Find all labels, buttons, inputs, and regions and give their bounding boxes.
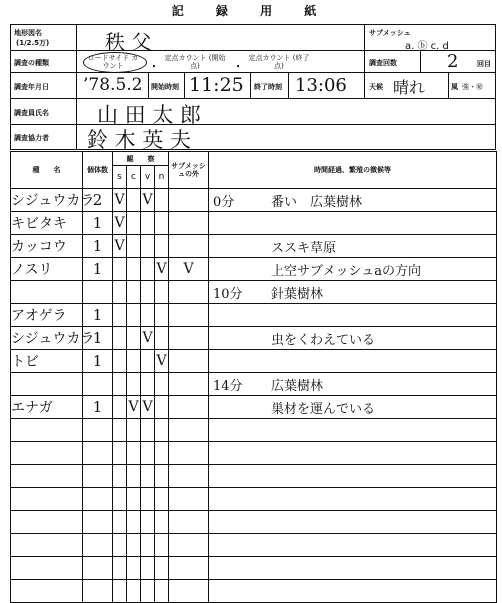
- notes-cell[interactable]: [209, 419, 497, 442]
- elapsed-time: 10分: [213, 286, 243, 302]
- count-cell[interactable]: 2: [83, 189, 113, 212]
- c-check-cell[interactable]: [127, 258, 141, 281]
- species-cell[interactable]: [11, 488, 83, 511]
- s-header: s: [113, 166, 127, 189]
- outside-check-cell[interactable]: [169, 557, 209, 580]
- species-cell[interactable]: [11, 534, 83, 557]
- n-check-cell[interactable]: [155, 281, 169, 304]
- n-check-cell[interactable]: V: [155, 350, 169, 373]
- v-check-cell[interactable]: [141, 511, 155, 534]
- s-check-cell[interactable]: [113, 373, 127, 396]
- n-check-cell[interactable]: [155, 327, 169, 350]
- species-cell[interactable]: シジュウカラ: [11, 189, 83, 212]
- n-check-cell[interactable]: [155, 580, 169, 603]
- c-check-cell[interactable]: [127, 465, 141, 488]
- outside-check-cell[interactable]: [169, 580, 209, 603]
- notes-cell[interactable]: [209, 557, 497, 580]
- survey-type-label-cell: [11, 51, 77, 73]
- v-header: v: [141, 166, 155, 189]
- count-value-cell: [421, 51, 495, 73]
- count-value[interactable]: 2: [447, 51, 459, 72]
- start-value-cell: [185, 73, 251, 99]
- c-check-cell[interactable]: [127, 442, 141, 465]
- species-cell[interactable]: アオゲラ: [11, 304, 83, 327]
- outside-check-cell[interactable]: [169, 373, 209, 396]
- n-check-cell[interactable]: [155, 465, 169, 488]
- surveyor-value[interactable]: 山 田 太 郎: [97, 103, 202, 127]
- species-cell[interactable]: [11, 281, 83, 304]
- observation-table: [10, 151, 497, 603]
- table-row: [11, 327, 497, 350]
- observe-header: 観 察: [113, 152, 169, 166]
- n-check-cell[interactable]: [155, 373, 169, 396]
- count-cell[interactable]: [83, 580, 113, 603]
- notes-cell[interactable]: [209, 189, 497, 212]
- header-block: [10, 24, 496, 150]
- n-check-cell[interactable]: [155, 212, 169, 235]
- s-check-cell[interactable]: [113, 396, 127, 419]
- count-cell[interactable]: 1: [83, 327, 113, 350]
- table-row: [11, 488, 497, 511]
- n-check-cell[interactable]: [155, 442, 169, 465]
- c-check-cell[interactable]: [127, 281, 141, 304]
- outside-check-cell[interactable]: [169, 327, 209, 350]
- wind-label: 風: [451, 83, 458, 91]
- c-check-cell[interactable]: [127, 580, 141, 603]
- species-cell[interactable]: カッコウ: [11, 235, 83, 258]
- table-row: [11, 235, 497, 258]
- table-row: [11, 350, 497, 373]
- table-row: [11, 442, 497, 465]
- species-cell[interactable]: [11, 465, 83, 488]
- form-title: 記 録 用 紙: [171, 4, 331, 18]
- survey-type-label: 調査の種類: [14, 59, 49, 67]
- table-row: [11, 465, 497, 488]
- outside-check-cell[interactable]: [169, 189, 209, 212]
- species-cell[interactable]: [11, 557, 83, 580]
- s-check-cell[interactable]: V: [113, 212, 127, 235]
- species-cell[interactable]: [11, 442, 83, 465]
- v-check-cell[interactable]: [141, 442, 155, 465]
- notes-cell[interactable]: [209, 350, 497, 373]
- outside-check-cell[interactable]: [169, 534, 209, 557]
- map-value-cell: [77, 25, 365, 54]
- outside-check-cell[interactable]: [169, 350, 209, 373]
- v-check-cell[interactable]: [141, 557, 155, 580]
- c-check-cell[interactable]: [127, 419, 141, 442]
- c-check-cell[interactable]: V: [127, 396, 141, 419]
- c-check-cell[interactable]: [127, 212, 141, 235]
- count-cell[interactable]: 1: [83, 304, 113, 327]
- count-cell[interactable]: [83, 281, 113, 304]
- v-check-cell[interactable]: [141, 350, 155, 373]
- notes-cell[interactable]: [209, 212, 497, 235]
- count-cell[interactable]: [83, 465, 113, 488]
- outside-check-cell[interactable]: [169, 281, 209, 304]
- assistant-label-cell: [11, 125, 77, 149]
- survey-type-fixed-end[interactable]: 定点カウント (終了点): [248, 54, 310, 70]
- v-check-cell[interactable]: [141, 235, 155, 258]
- note-text: 巣材を運んでいる: [271, 401, 376, 417]
- n-header: n: [155, 166, 169, 189]
- notes-cell[interactable]: [209, 580, 497, 603]
- table-row: [11, 373, 497, 396]
- count-cell[interactable]: [83, 419, 113, 442]
- note-text: ススキ草原: [271, 240, 337, 256]
- species-cell[interactable]: シジュウカラ: [11, 327, 83, 350]
- s-check-cell[interactable]: [113, 442, 127, 465]
- s-check-cell[interactable]: [113, 258, 127, 281]
- outside-check-cell[interactable]: [169, 396, 209, 419]
- c-check-cell[interactable]: [127, 304, 141, 327]
- end-label: 終了時刻: [254, 83, 282, 91]
- s-check-cell[interactable]: [113, 580, 127, 603]
- v-check-cell[interactable]: [141, 258, 155, 281]
- notes-cell[interactable]: [209, 327, 497, 350]
- selected-circle-mark: [83, 52, 147, 73]
- table-row: [11, 580, 497, 603]
- count-cell[interactable]: [83, 557, 113, 580]
- v-check-cell[interactable]: [141, 212, 155, 235]
- n-check-cell[interactable]: [155, 419, 169, 442]
- table-row: [11, 534, 497, 557]
- notes-cell[interactable]: [209, 281, 497, 304]
- table-row: [11, 419, 497, 442]
- species-cell[interactable]: [11, 419, 83, 442]
- n-check-cell[interactable]: [155, 488, 169, 511]
- wind-value[interactable]: 強・㊙: [462, 83, 483, 91]
- n-check-cell[interactable]: [155, 557, 169, 580]
- weather-label: 天候: [369, 83, 383, 91]
- outside-check-cell[interactable]: [169, 465, 209, 488]
- s-check-cell[interactable]: [113, 465, 127, 488]
- notes-cell[interactable]: [209, 488, 497, 511]
- map-label-cell: [11, 25, 77, 51]
- c-header: c: [127, 166, 141, 189]
- count-unit: 回目: [477, 60, 491, 68]
- surveyor-label: 調査員氏名: [14, 109, 49, 117]
- outside-check-cell[interactable]: [169, 304, 209, 327]
- table-row: [11, 258, 497, 281]
- v-check-cell[interactable]: V: [141, 327, 155, 350]
- end-value-cell: [289, 73, 365, 99]
- separator-dot-2: ・: [233, 62, 243, 73]
- s-check-cell[interactable]: [113, 419, 127, 442]
- notes-cell[interactable]: [209, 396, 497, 419]
- c-check-cell[interactable]: [127, 557, 141, 580]
- notes-cell[interactable]: [209, 304, 497, 327]
- v-check-cell[interactable]: [141, 488, 155, 511]
- outside-check-cell[interactable]: [169, 235, 209, 258]
- s-check-cell[interactable]: V: [113, 235, 127, 258]
- count-header: 個体数: [83, 152, 113, 189]
- species-header: 種 名: [11, 152, 83, 189]
- date-value-cell: [77, 73, 149, 99]
- survey-type-roadside[interactable]: ロードサイド カウント: [87, 54, 139, 70]
- assistant-label: 調査協力者: [14, 134, 49, 142]
- s-check-cell[interactable]: [113, 281, 127, 304]
- count-cell[interactable]: [83, 373, 113, 396]
- submesh-options[interactable]: a. ⓑ c. d: [405, 41, 449, 52]
- count-cell[interactable]: [83, 488, 113, 511]
- separator-dot-1: ・: [149, 62, 159, 73]
- end-label-cell: [251, 73, 289, 99]
- notes-cell[interactable]: [209, 534, 497, 557]
- s-check-cell[interactable]: [113, 557, 127, 580]
- table-row: [11, 212, 497, 235]
- table-row: [11, 557, 497, 580]
- count-label-cell: [365, 51, 421, 73]
- submesh-label: サブメッシュ: [369, 29, 411, 37]
- surveyor-label-cell: [11, 99, 77, 125]
- count-cell[interactable]: [83, 442, 113, 465]
- outside-check-cell[interactable]: [169, 212, 209, 235]
- n-check-cell[interactable]: [155, 235, 169, 258]
- count-cell[interactable]: [83, 534, 113, 557]
- map-scale-label: (1/2.5万): [16, 39, 50, 47]
- s-check-cell[interactable]: [113, 511, 127, 534]
- elapsed-time: 14分: [213, 378, 243, 394]
- v-check-cell[interactable]: [141, 465, 155, 488]
- table-row: [11, 396, 497, 419]
- v-check-cell[interactable]: [141, 580, 155, 603]
- wind-cell: [449, 73, 495, 99]
- elapsed-time: 0分: [213, 194, 235, 210]
- table-row: [11, 511, 497, 534]
- s-check-cell[interactable]: [113, 350, 127, 373]
- count-cell[interactable]: [83, 511, 113, 534]
- surveyor-value-cell: [77, 99, 495, 125]
- species-cell[interactable]: キビタキ: [11, 212, 83, 235]
- date-label: 調査年月日: [14, 83, 49, 91]
- date-value[interactable]: ’78.5.2: [83, 75, 143, 95]
- end-value[interactable]: 13:06: [295, 75, 347, 96]
- species-cell[interactable]: トビ: [11, 350, 83, 373]
- table-row: [11, 281, 497, 304]
- table-row: [11, 189, 497, 212]
- note-text: 番い 広葉樹林: [271, 194, 363, 210]
- n-check-cell[interactable]: [155, 189, 169, 212]
- v-check-cell[interactable]: [141, 281, 155, 304]
- species-cell[interactable]: ノスリ: [11, 258, 83, 281]
- outside-check-cell[interactable]: V: [169, 258, 209, 281]
- weather-value[interactable]: 晴れ: [393, 78, 426, 97]
- notes-cell[interactable]: [209, 235, 497, 258]
- note-text: 広葉樹林: [271, 378, 324, 394]
- table-row: [11, 304, 497, 327]
- c-check-cell[interactable]: [127, 534, 141, 557]
- notes-header: 時間経過、繁殖の徴候等: [209, 152, 497, 189]
- c-check-cell[interactable]: [127, 350, 141, 373]
- notes-cell[interactable]: [209, 511, 497, 534]
- s-check-cell[interactable]: [113, 534, 127, 557]
- outside-check-cell[interactable]: [169, 488, 209, 511]
- c-check-cell[interactable]: [127, 488, 141, 511]
- c-check-cell[interactable]: [127, 327, 141, 350]
- n-check-cell[interactable]: [155, 534, 169, 557]
- v-check-cell[interactable]: V: [141, 396, 155, 419]
- notes-cell[interactable]: [209, 465, 497, 488]
- map-label: 地形図名: [14, 29, 42, 37]
- v-check-cell[interactable]: V: [141, 189, 155, 212]
- s-check-cell[interactable]: [113, 488, 127, 511]
- date-label-cell: [11, 73, 77, 99]
- outside-check-cell[interactable]: [169, 442, 209, 465]
- observation-rows: [11, 189, 497, 603]
- map-value[interactable]: 秩 父: [105, 30, 152, 54]
- count-cell[interactable]: 1: [83, 350, 113, 373]
- v-check-cell[interactable]: [141, 534, 155, 557]
- c-check-cell[interactable]: [127, 511, 141, 534]
- c-check-cell[interactable]: [127, 235, 141, 258]
- outside-header: サブメッシュの外: [169, 152, 209, 189]
- weather-cell: [365, 73, 449, 99]
- n-check-cell[interactable]: [155, 511, 169, 534]
- count-cell[interactable]: 1: [83, 258, 113, 281]
- c-check-cell[interactable]: [127, 373, 141, 396]
- start-label: 開始時刻: [151, 83, 179, 91]
- s-check-cell[interactable]: [113, 304, 127, 327]
- start-label-cell: [149, 73, 185, 99]
- s-check-cell[interactable]: [113, 327, 127, 350]
- species-cell[interactable]: エナガ: [11, 396, 83, 419]
- v-check-cell[interactable]: [141, 419, 155, 442]
- notes-cell[interactable]: [209, 442, 497, 465]
- notes-cell[interactable]: [209, 373, 497, 396]
- count-cell[interactable]: 1: [83, 396, 113, 419]
- n-check-cell[interactable]: [155, 396, 169, 419]
- count-label: 調査回数: [369, 59, 397, 67]
- start-value[interactable]: 11:25: [189, 74, 244, 96]
- v-check-cell[interactable]: [141, 304, 155, 327]
- assistant-value[interactable]: 鈴 木 英 夫: [87, 128, 192, 152]
- n-check-cell[interactable]: [155, 304, 169, 327]
- count-cell[interactable]: 1: [83, 212, 113, 235]
- notes-cell[interactable]: [209, 258, 497, 281]
- s-check-cell[interactable]: V: [113, 189, 127, 212]
- v-check-cell[interactable]: [141, 373, 155, 396]
- species-cell[interactable]: [11, 373, 83, 396]
- species-cell[interactable]: [11, 511, 83, 534]
- note-text: 上空サブメッシュaの方向: [271, 263, 421, 279]
- species-cell[interactable]: [11, 580, 83, 603]
- note-text: 針葉樹林: [271, 286, 324, 302]
- n-check-cell[interactable]: V: [155, 258, 169, 281]
- c-check-cell[interactable]: [127, 189, 141, 212]
- survey-type-fixed-start[interactable]: 定点カウント (開始点): [164, 54, 226, 70]
- submesh-cell: [365, 25, 495, 51]
- assistant-value-cell: [77, 125, 495, 152]
- note-text: 虫をくわえている: [271, 332, 376, 348]
- count-cell[interactable]: 1: [83, 235, 113, 258]
- outside-check-cell[interactable]: [169, 419, 209, 442]
- outside-check-cell[interactable]: [169, 511, 209, 534]
- survey-type-cell: [77, 51, 365, 73]
